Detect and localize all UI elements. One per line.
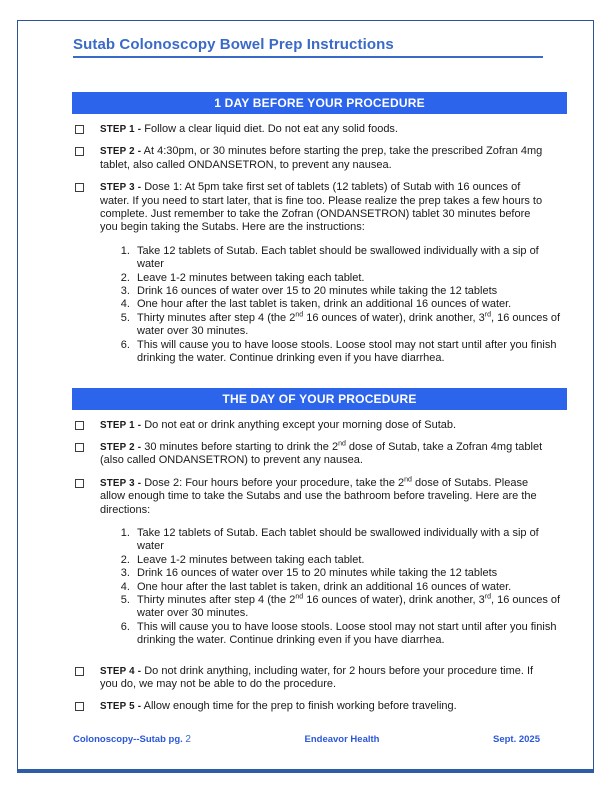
list-item-text: One hour after the last tablet is taken, drink an additional 16 ounces of water. <box>137 298 512 311</box>
step-row <box>75 665 593 692</box>
step-body: 30 minutes before starting to drink the 2nd dose of Sutab, take a Zofran 4mg tablet (also called ONDANSETRON) to prevent any nausea. <box>100 440 543 467</box>
steps-day-of-final <box>75 665 593 714</box>
step-checkbox[interactable] <box>75 421 84 430</box>
section-banner-day-before: 1 DAY BEFORE YOUR PROCEDURE <box>72 92 567 114</box>
step-text <box>100 665 546 692</box>
list-item <box>133 581 564 594</box>
step-text <box>100 700 546 713</box>
list-item <box>133 339 564 366</box>
instruction-list-day-of <box>116 527 564 648</box>
list-item-text: Leave 1-2 minutes between taking each tablet. <box>137 271 365 284</box>
step-body: Do not eat or drink anything except your morning dose of Sutab. <box>144 418 457 431</box>
page-footer <box>73 734 540 745</box>
step-row <box>75 441 593 468</box>
footer-org-name: Endeavor Health <box>304 734 380 745</box>
step-text <box>100 123 546 136</box>
footer-page-number: 2 <box>185 734 191 745</box>
list-item <box>133 527 564 554</box>
step-checkbox[interactable] <box>75 667 84 676</box>
step-body: Allow enough time for the prep to finish working before traveling. <box>143 700 457 713</box>
step-body: Dose 2: Four hours before your procedure, take the 2nd dose of Sutabs. Please allow enough time to take the Sutabs and use the bathroom before traveling. Here are the directions: <box>100 476 537 516</box>
step-checkbox[interactable] <box>75 125 84 134</box>
list-item-text: Thirty minutes after step 4 (the 2nd 16 ounces of water), drink another, 3rd, 16 ounces of water over 30 minutes. <box>137 593 561 620</box>
step-label: STEP 4 - <box>100 665 142 677</box>
step-body: Dose 1: At 5pm take first set of tablets (12 tablets) of Sutab with 16 ounces of water. If you need to start later, that is fine too. Please realize the prep takes a few hours to complete. Just remember to take the Zofran (ONDANSETRON) tablet 30 minutes before you begin taking the Sutabs. Here are the instructions: <box>100 181 543 234</box>
step-body: At 4:30pm, or 30 minutes before starting the prep, take the prescribed Zofran 4mg tablet, also called ONDANSETRON, to prevent any nausea. <box>100 145 543 171</box>
step-label: STEP 1 - <box>100 124 142 135</box>
list-item-text: Drink 16 ounces of water over 15 to 20 minutes while taking the 12 tablets <box>137 285 498 298</box>
instruction-list-day-before <box>116 245 564 366</box>
list-item <box>133 272 564 285</box>
list-item <box>133 285 564 298</box>
step-checkbox[interactable] <box>75 479 84 488</box>
page-border-frame <box>17 20 594 773</box>
footer-date: Sept. 2025 <box>492 734 540 745</box>
footer-doc-label: Colonoscopy--Sutab pg. <box>73 734 183 745</box>
step-row <box>75 419 593 432</box>
step-text <box>100 419 546 432</box>
list-item <box>133 312 564 339</box>
step-checkbox[interactable] <box>75 443 84 452</box>
step-row <box>75 145 593 172</box>
list-item <box>133 245 564 272</box>
list-item <box>133 567 564 580</box>
list-item-text: Drink 16 ounces of water over 15 to 20 minutes while taking the 12 tablets <box>137 567 498 580</box>
step-row <box>75 123 593 136</box>
list-item <box>133 594 564 621</box>
list-item <box>133 298 564 311</box>
list-item-text: Take 12 tablets of Sutab. Each tablet should be swallowed individually with a sip of water <box>137 244 539 271</box>
step-label: STEP 1 - <box>100 419 142 431</box>
step-text <box>100 441 546 468</box>
list-item-text: Thirty minutes after step 4 (the 2nd 16 ounces of water), drink another, 3rd, 16 ounces of water over 30 minutes. <box>137 311 561 338</box>
step-text <box>100 181 546 235</box>
list-item-text: This will cause you to have loose stools. Loose stool may not start until after you finish drinking the water. Continue drinking even if you have diarrhea. <box>137 620 557 647</box>
footer-doc-name <box>73 734 191 745</box>
list-item <box>133 621 564 648</box>
steps-day-before <box>75 123 593 235</box>
list-item-text: Leave 1-2 minutes between taking each tablet. <box>137 553 365 566</box>
section-banner-day-of: THE DAY OF YOUR PROCEDURE <box>72 388 567 410</box>
step-checkbox[interactable] <box>75 702 84 711</box>
step-row <box>75 181 593 235</box>
list-item-text: Take 12 tablets of Sutab. Each tablet should be swallowed individually with a sip of water <box>137 526 539 553</box>
step-text <box>100 477 546 517</box>
page-title: Sutab Colonoscopy Bowel Prep Instructions <box>73 36 543 58</box>
step-label: STEP 2 - <box>100 441 142 453</box>
step-checkbox[interactable] <box>75 183 84 192</box>
step-text <box>100 145 546 172</box>
step-row <box>75 700 593 713</box>
step-body: Do not drink anything, including water, for 2 hours before your procedure time. If you do, we may not be able to do the procedure. <box>100 664 534 690</box>
step-label: STEP 2 - <box>100 146 142 158</box>
step-label: STEP 3 - <box>100 182 142 194</box>
steps-day-of <box>75 419 593 517</box>
step-row <box>75 477 593 517</box>
step-body: Follow a clear liquid diet. Do not eat any solid foods. <box>144 123 398 135</box>
step-label: STEP 5 - <box>100 701 142 713</box>
list-item-text: This will cause you to have loose stools. Loose stool may not start until after you finish drinking the water. Continue drinking even if you have diarrhea. <box>137 338 557 365</box>
list-item <box>133 554 564 567</box>
step-checkbox[interactable] <box>75 147 84 156</box>
step-label: STEP 3 - <box>100 477 142 489</box>
list-item-text: One hour after the last tablet is taken, drink an additional 16 ounces of water. <box>137 580 512 593</box>
